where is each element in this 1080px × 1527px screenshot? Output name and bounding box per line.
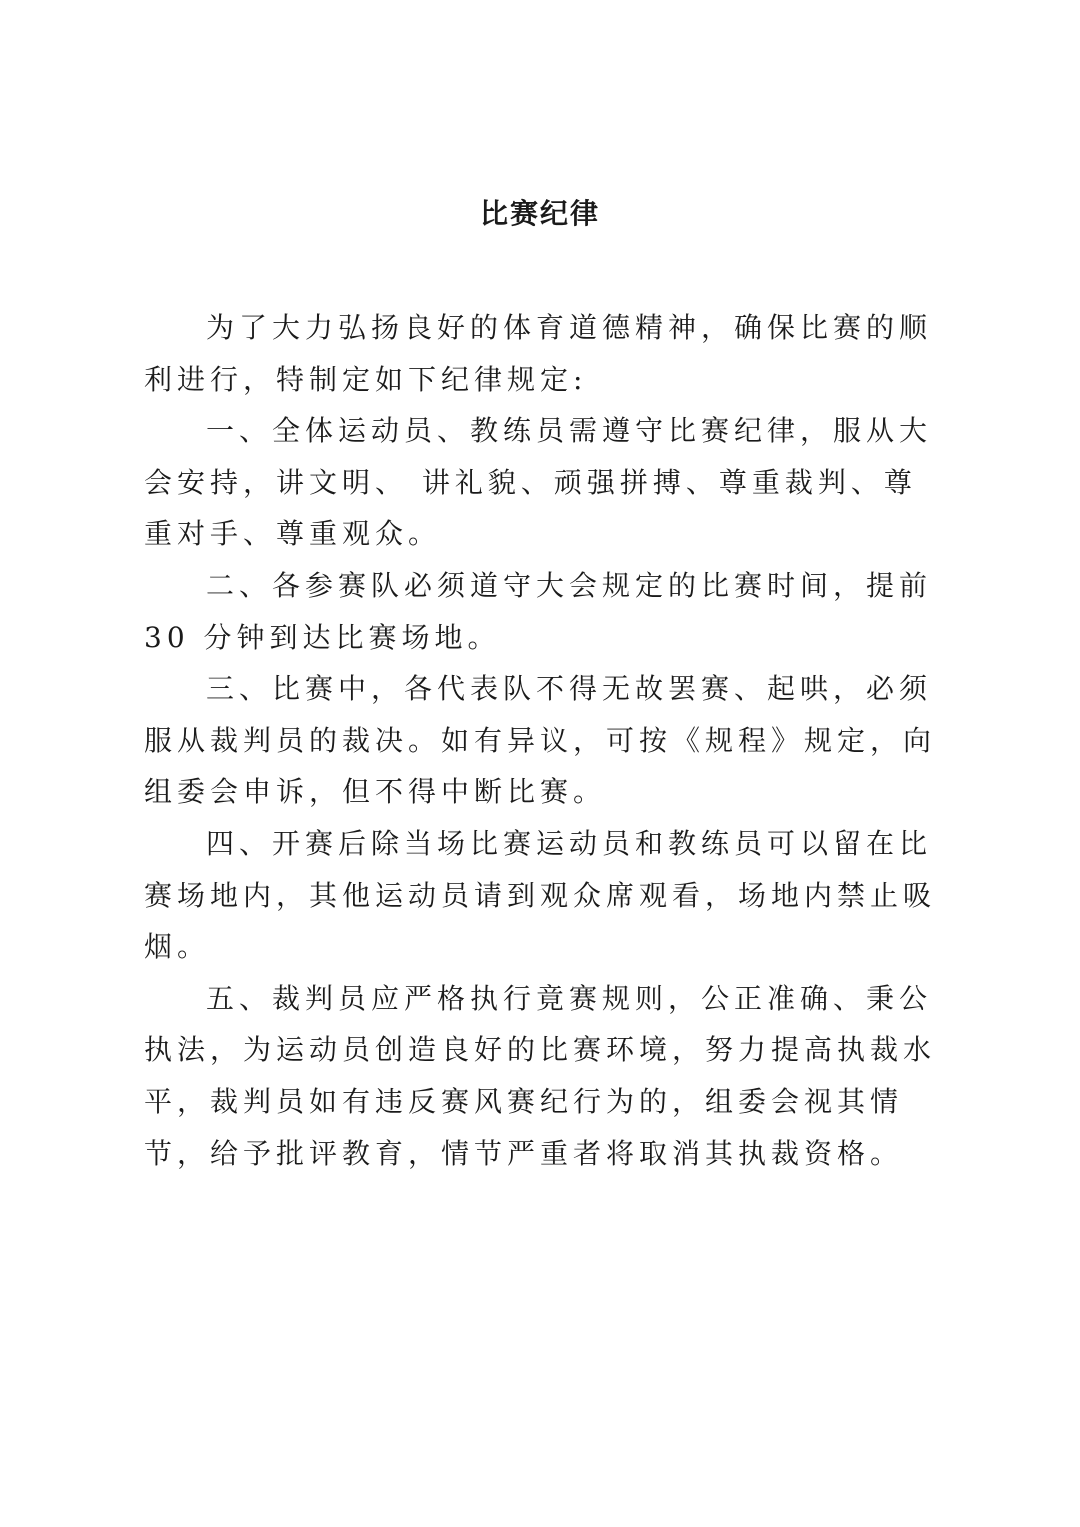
document-title: 比赛纪律 bbox=[479, 197, 600, 230]
rule-paragraph-5: 五、裁判员应严格执行竟赛规则，公正准确、秉公执法，为运动员创造良好的比赛环境，努力提高执裁水平，裁判员如有违反赛风赛纪行为的，组委会视其情节，给予批评教育，情节严重者将取消其执裁资格。 bbox=[144, 981, 937, 1170]
document-body bbox=[144, 302, 944, 1179]
rule-paragraph-1: 一、全体运动员、教练员需遵守比赛纪律，服从大会安持，讲文明、 讲礼貌、顽强拼搏、尊重裁判、尊重对手、尊重观众。 bbox=[144, 414, 933, 551]
rule-paragraph-3: 三、比赛中，各代表队不得无故罢赛、起哄，必须服从裁判员的裁决。如有异议，可按《规程》规定，向组委会申诉，但不得中断比赛。 bbox=[144, 672, 937, 809]
intro-paragraph: 为了大力弘扬良好的体育道德精神，确保比赛的顺利进行，特制定如下纪律规定: bbox=[144, 311, 933, 396]
rule-paragraph-2: 二、各参赛队必须道守大会规定的比赛时间，提前 30 分钟到达比赛场地。 bbox=[144, 568, 933, 654]
rule-paragraph-4: 四、开赛后除当场比赛运动员和教练员可以留在比赛场地内，其他运动员请到观众席观看，场地内禁止吸烟。 bbox=[144, 826, 937, 964]
